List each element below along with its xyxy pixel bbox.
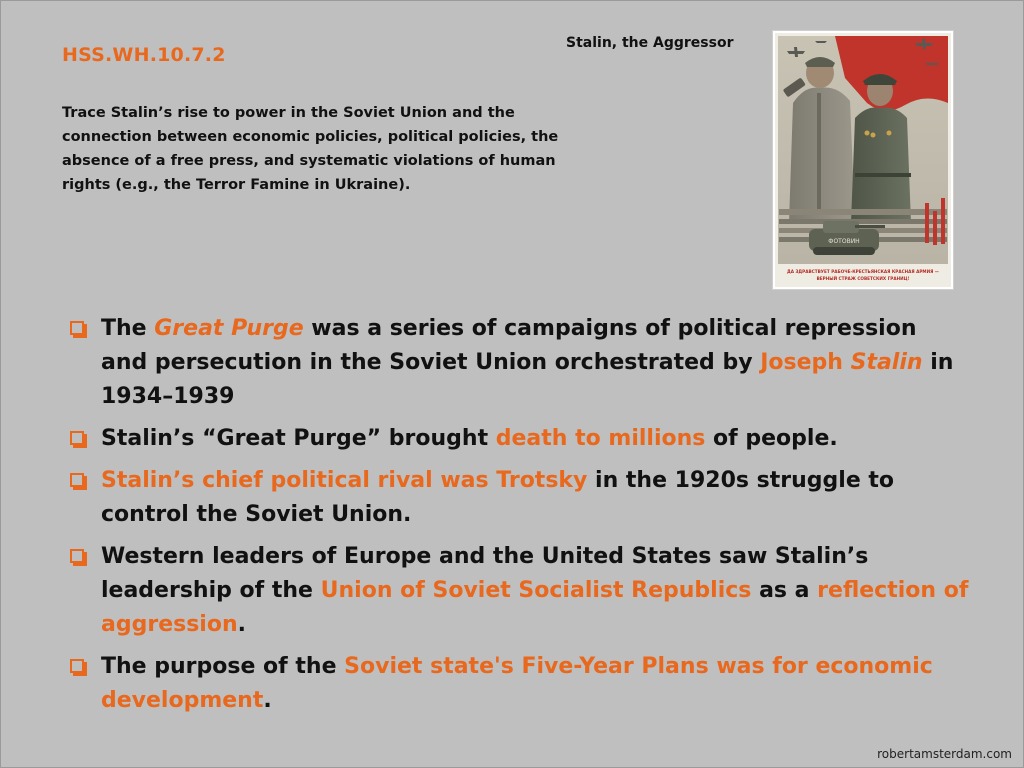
propaganda-poster-image [775, 33, 951, 287]
bullet-text: Western leaders of Europe and the United States saw Stalin’s leadership of the [101, 544, 869, 603]
bullet-text: . [263, 688, 272, 713]
bullet-highlight: reflection of aggression [101, 578, 969, 637]
objective-text: Trace Stalin’s rise to power in the Soviet Union and the connection between economic policies, political policies, the absence of a free press, and systematic violations of human rights (e.g., the Terror Famine in Ukraine). [62, 105, 559, 193]
bullet-text: of people. [705, 426, 838, 451]
standard-code: HSS.WH.10.7.2 [62, 44, 226, 66]
bullet-item [70, 422, 970, 456]
bullet-text: The [101, 316, 155, 341]
poster-slogan-line-2: ВЕРНЫЙ СТРАЖ СОВЕТСКИХ ГРАНИЦ! [816, 276, 910, 281]
tank-label: ФОТОВИН [828, 238, 860, 245]
bullet-highlight: Union of Soviet Socialist Republics [320, 578, 752, 603]
poster-slogan-line-1: ДА ЗДРАВСТВУЕТ РАБОЧЕ-КРЕСТЬЯНСКАЯ КРАСНАЯ АРМИЯ — [787, 269, 939, 274]
bullet-highlight: Joseph [760, 350, 851, 375]
bullet-text: The purpose of the [101, 654, 345, 679]
footer-source: robertamsterdam.com [877, 747, 1012, 761]
image-caption: Stalin, the Aggressor [566, 35, 734, 51]
bullet-highlight: Soviet state's Five-Year Plans was for economic development [101, 654, 933, 713]
bullet-item [70, 464, 970, 532]
checkbox-bullet-icon [70, 431, 84, 445]
bullet-item [70, 650, 970, 718]
checkbox-bullet-icon [70, 321, 84, 335]
checkbox-bullet-icon [70, 473, 84, 487]
bullet-highlight: Stalin’s chief political rival was Trotsky [101, 468, 588, 493]
checkbox-bullet-icon [70, 659, 84, 673]
bullet-highlight: Stalin [850, 350, 923, 375]
bullet-highlight: Great Purge [154, 316, 304, 341]
bullet-text: Stalin’s “Great Purge” brought [101, 426, 496, 451]
bullet-text: as a [751, 578, 818, 603]
bullet-text: was a series of campaigns of political repression and persecution in the Soviet Union orchestrated by [101, 316, 917, 375]
bullet-text: in the 1920s struggle to control the Soviet Union. [101, 468, 895, 527]
bullet-text: in 1934–1939 [101, 350, 954, 409]
bullet-highlight: death to millions [495, 426, 706, 451]
bullet-list [70, 312, 970, 726]
bullet-item [70, 312, 970, 414]
bullet-text: . [237, 612, 246, 637]
checkbox-bullet-icon [70, 549, 84, 563]
bullet-item [70, 540, 970, 642]
